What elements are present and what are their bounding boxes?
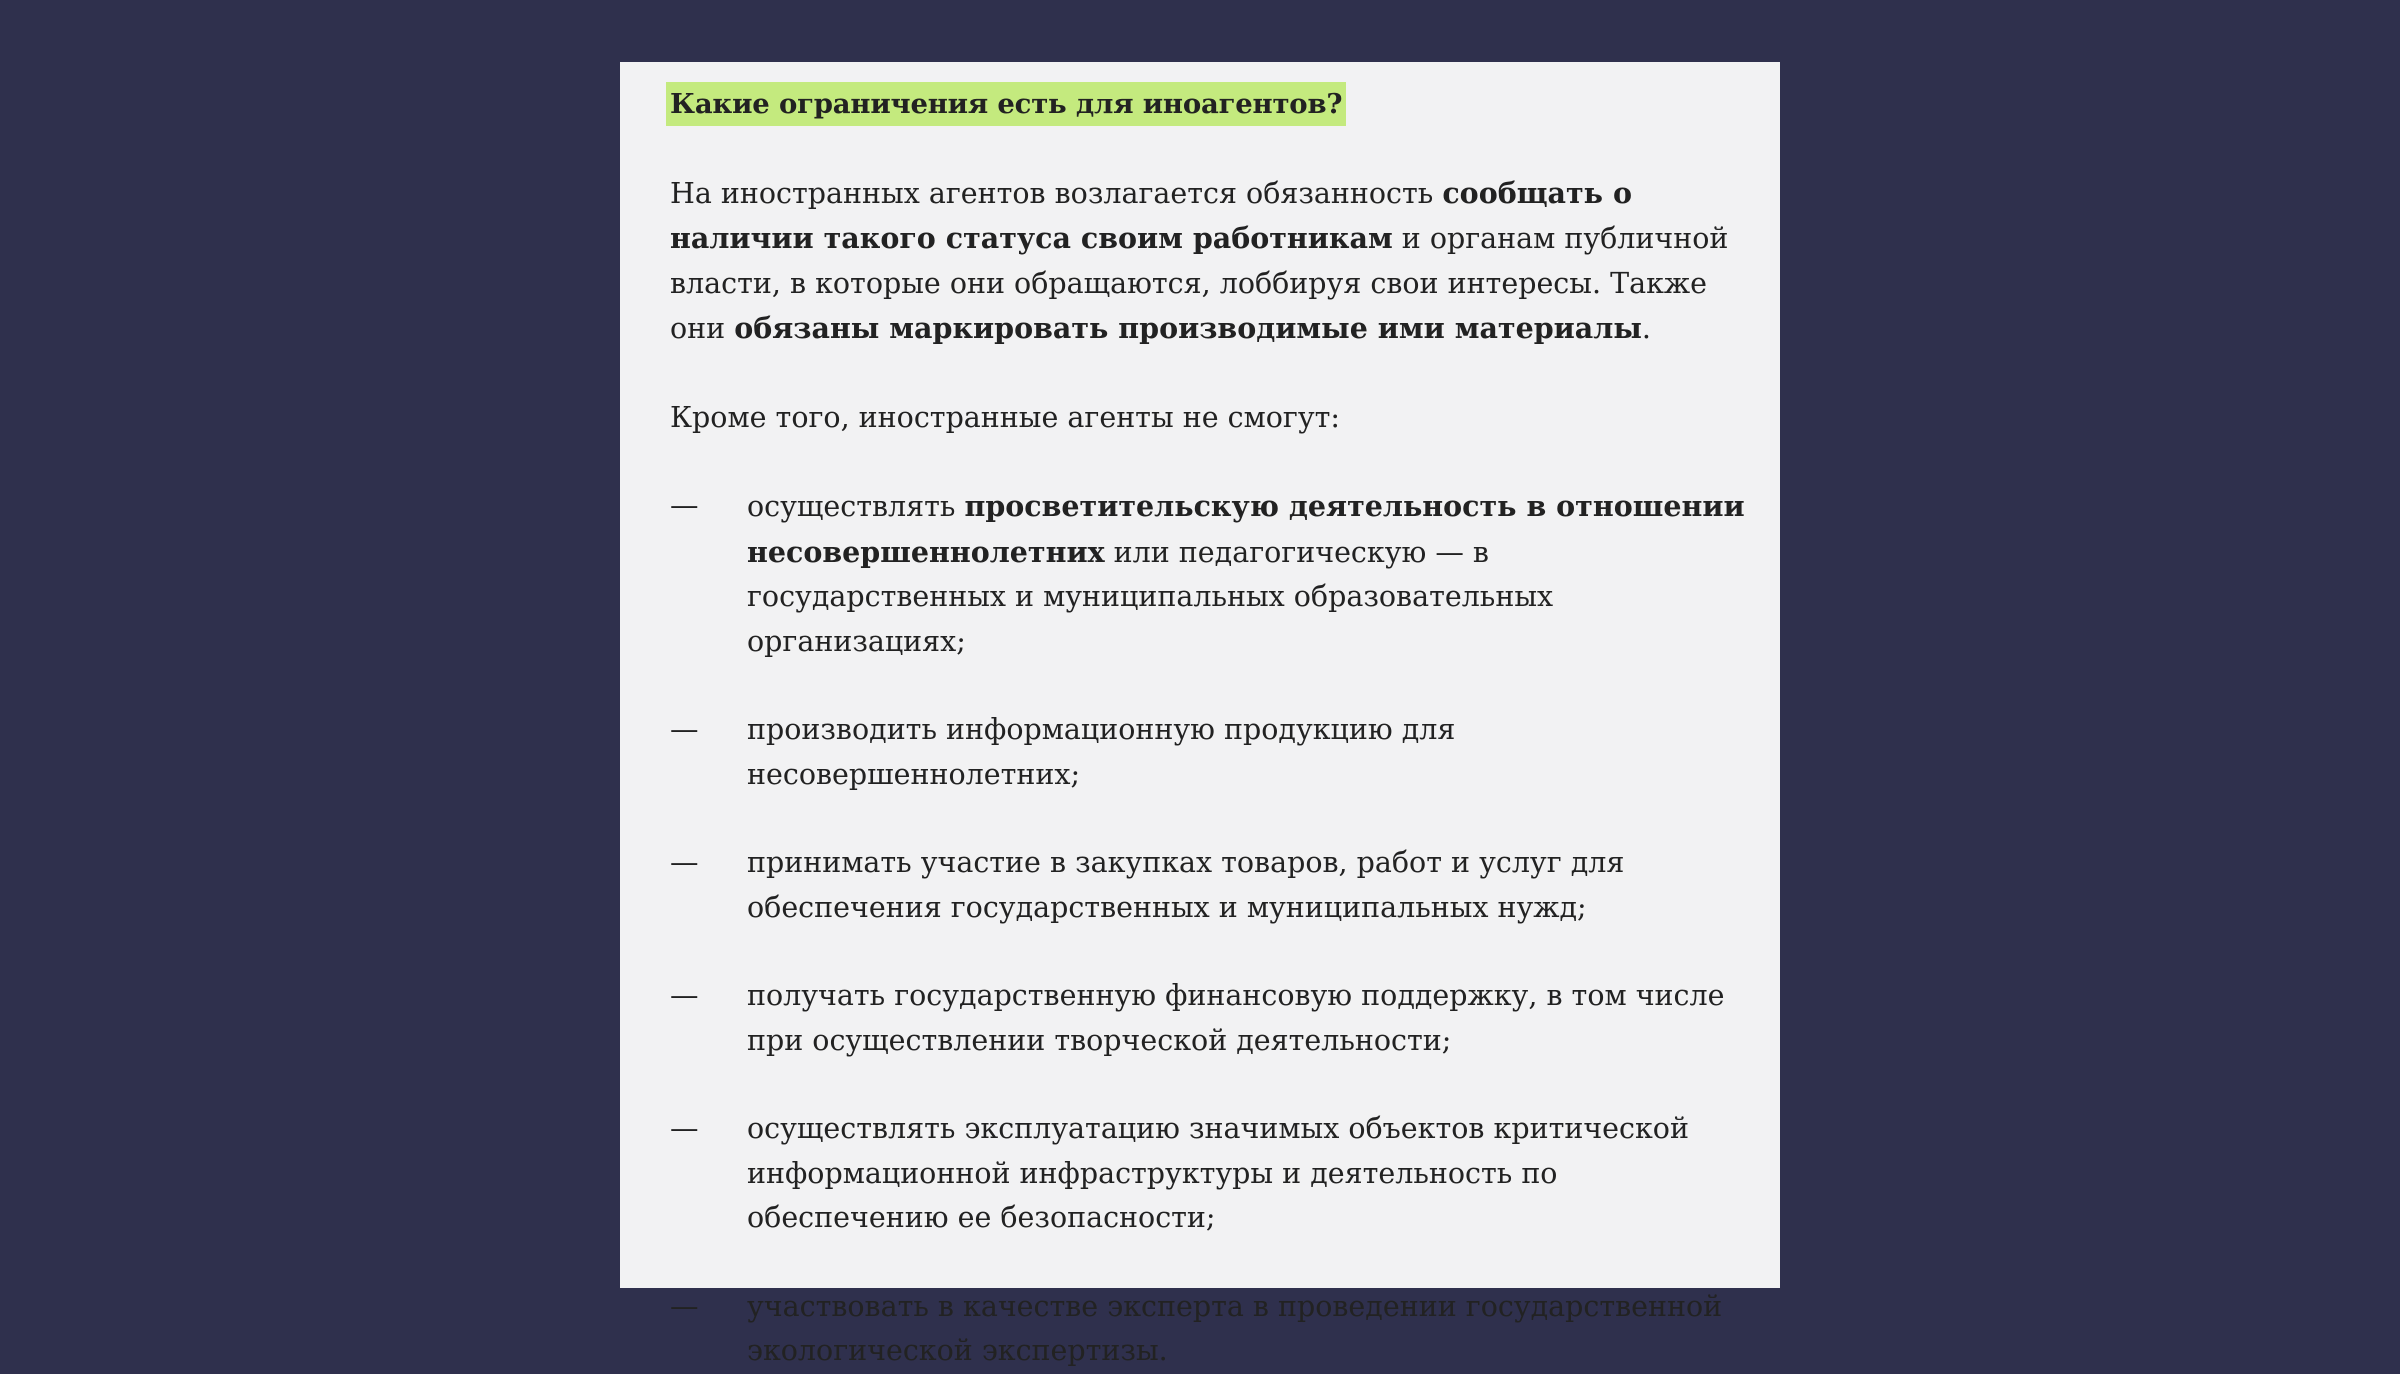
dash-bullet: — bbox=[670, 1112, 699, 1145]
intro-text-3: . bbox=[1641, 312, 1651, 345]
list-item-text: участвовать в качестве эксперта в проведении государственной экологической экспертизы. bbox=[747, 1289, 1723, 1367]
intro-text-2: и органам публичной власти, в которые они обращаются, лоббируя свои интересы. Также они bbox=[670, 222, 1729, 345]
dash-bullet: — bbox=[670, 846, 699, 879]
list-item bbox=[670, 974, 1750, 1063]
list-item-text: принимать участие в закупках товаров, работ и услуг для обеспечения государственных и муниципальных нужд; bbox=[747, 846, 1625, 924]
intro-paragraph bbox=[670, 171, 1760, 352]
intro-bold-1: сообщать о наличии такого статуса своим работникам bbox=[670, 175, 1632, 255]
intro-text-1: На иностранных агентов возлагается обязанность bbox=[670, 176, 1443, 210]
list-item bbox=[670, 1107, 1750, 1241]
list-item-text: получать государственную финансовую поддержку, в том числе при осуществлении творческой деятельности; bbox=[747, 979, 1725, 1057]
list-item-text: осуществлять эксплуатацию значимых объектов критической информационной инфраструктуры и деятельность по обеспечению ее безопасности; bbox=[747, 1112, 1689, 1234]
dash-bullet: — bbox=[670, 713, 699, 746]
intro-bold-2: обязаны маркировать производимые ими материалы bbox=[734, 311, 1642, 345]
list-item-text: производить информационную продукцию для несовершеннолетних; bbox=[747, 713, 1456, 791]
list-item-pre: осуществлять bbox=[747, 490, 965, 523]
list-item bbox=[670, 484, 1750, 664]
list-item bbox=[670, 841, 1750, 930]
restrictions-list bbox=[670, 484, 1750, 1374]
list-item-text bbox=[747, 484, 1750, 664]
lead-paragraph: Кроме того, иностранные агенты не смогут: bbox=[670, 400, 1340, 434]
list-item bbox=[670, 1285, 1750, 1374]
list-item bbox=[670, 708, 1750, 797]
dash-bullet: — bbox=[670, 489, 699, 522]
article-card bbox=[620, 62, 1780, 1367]
dash-bullet: — bbox=[670, 1289, 699, 1323]
list-item-post: или педагогическую — в государственных и муниципальных образовательных организациях; bbox=[747, 535, 1554, 658]
list-item-bold: просветительскую деятельность в отношении несовершеннолетних bbox=[747, 489, 1745, 569]
dash-bullet: — bbox=[670, 979, 699, 1012]
section-heading: Какие ограничения есть для иноагентов? bbox=[666, 82, 1346, 126]
